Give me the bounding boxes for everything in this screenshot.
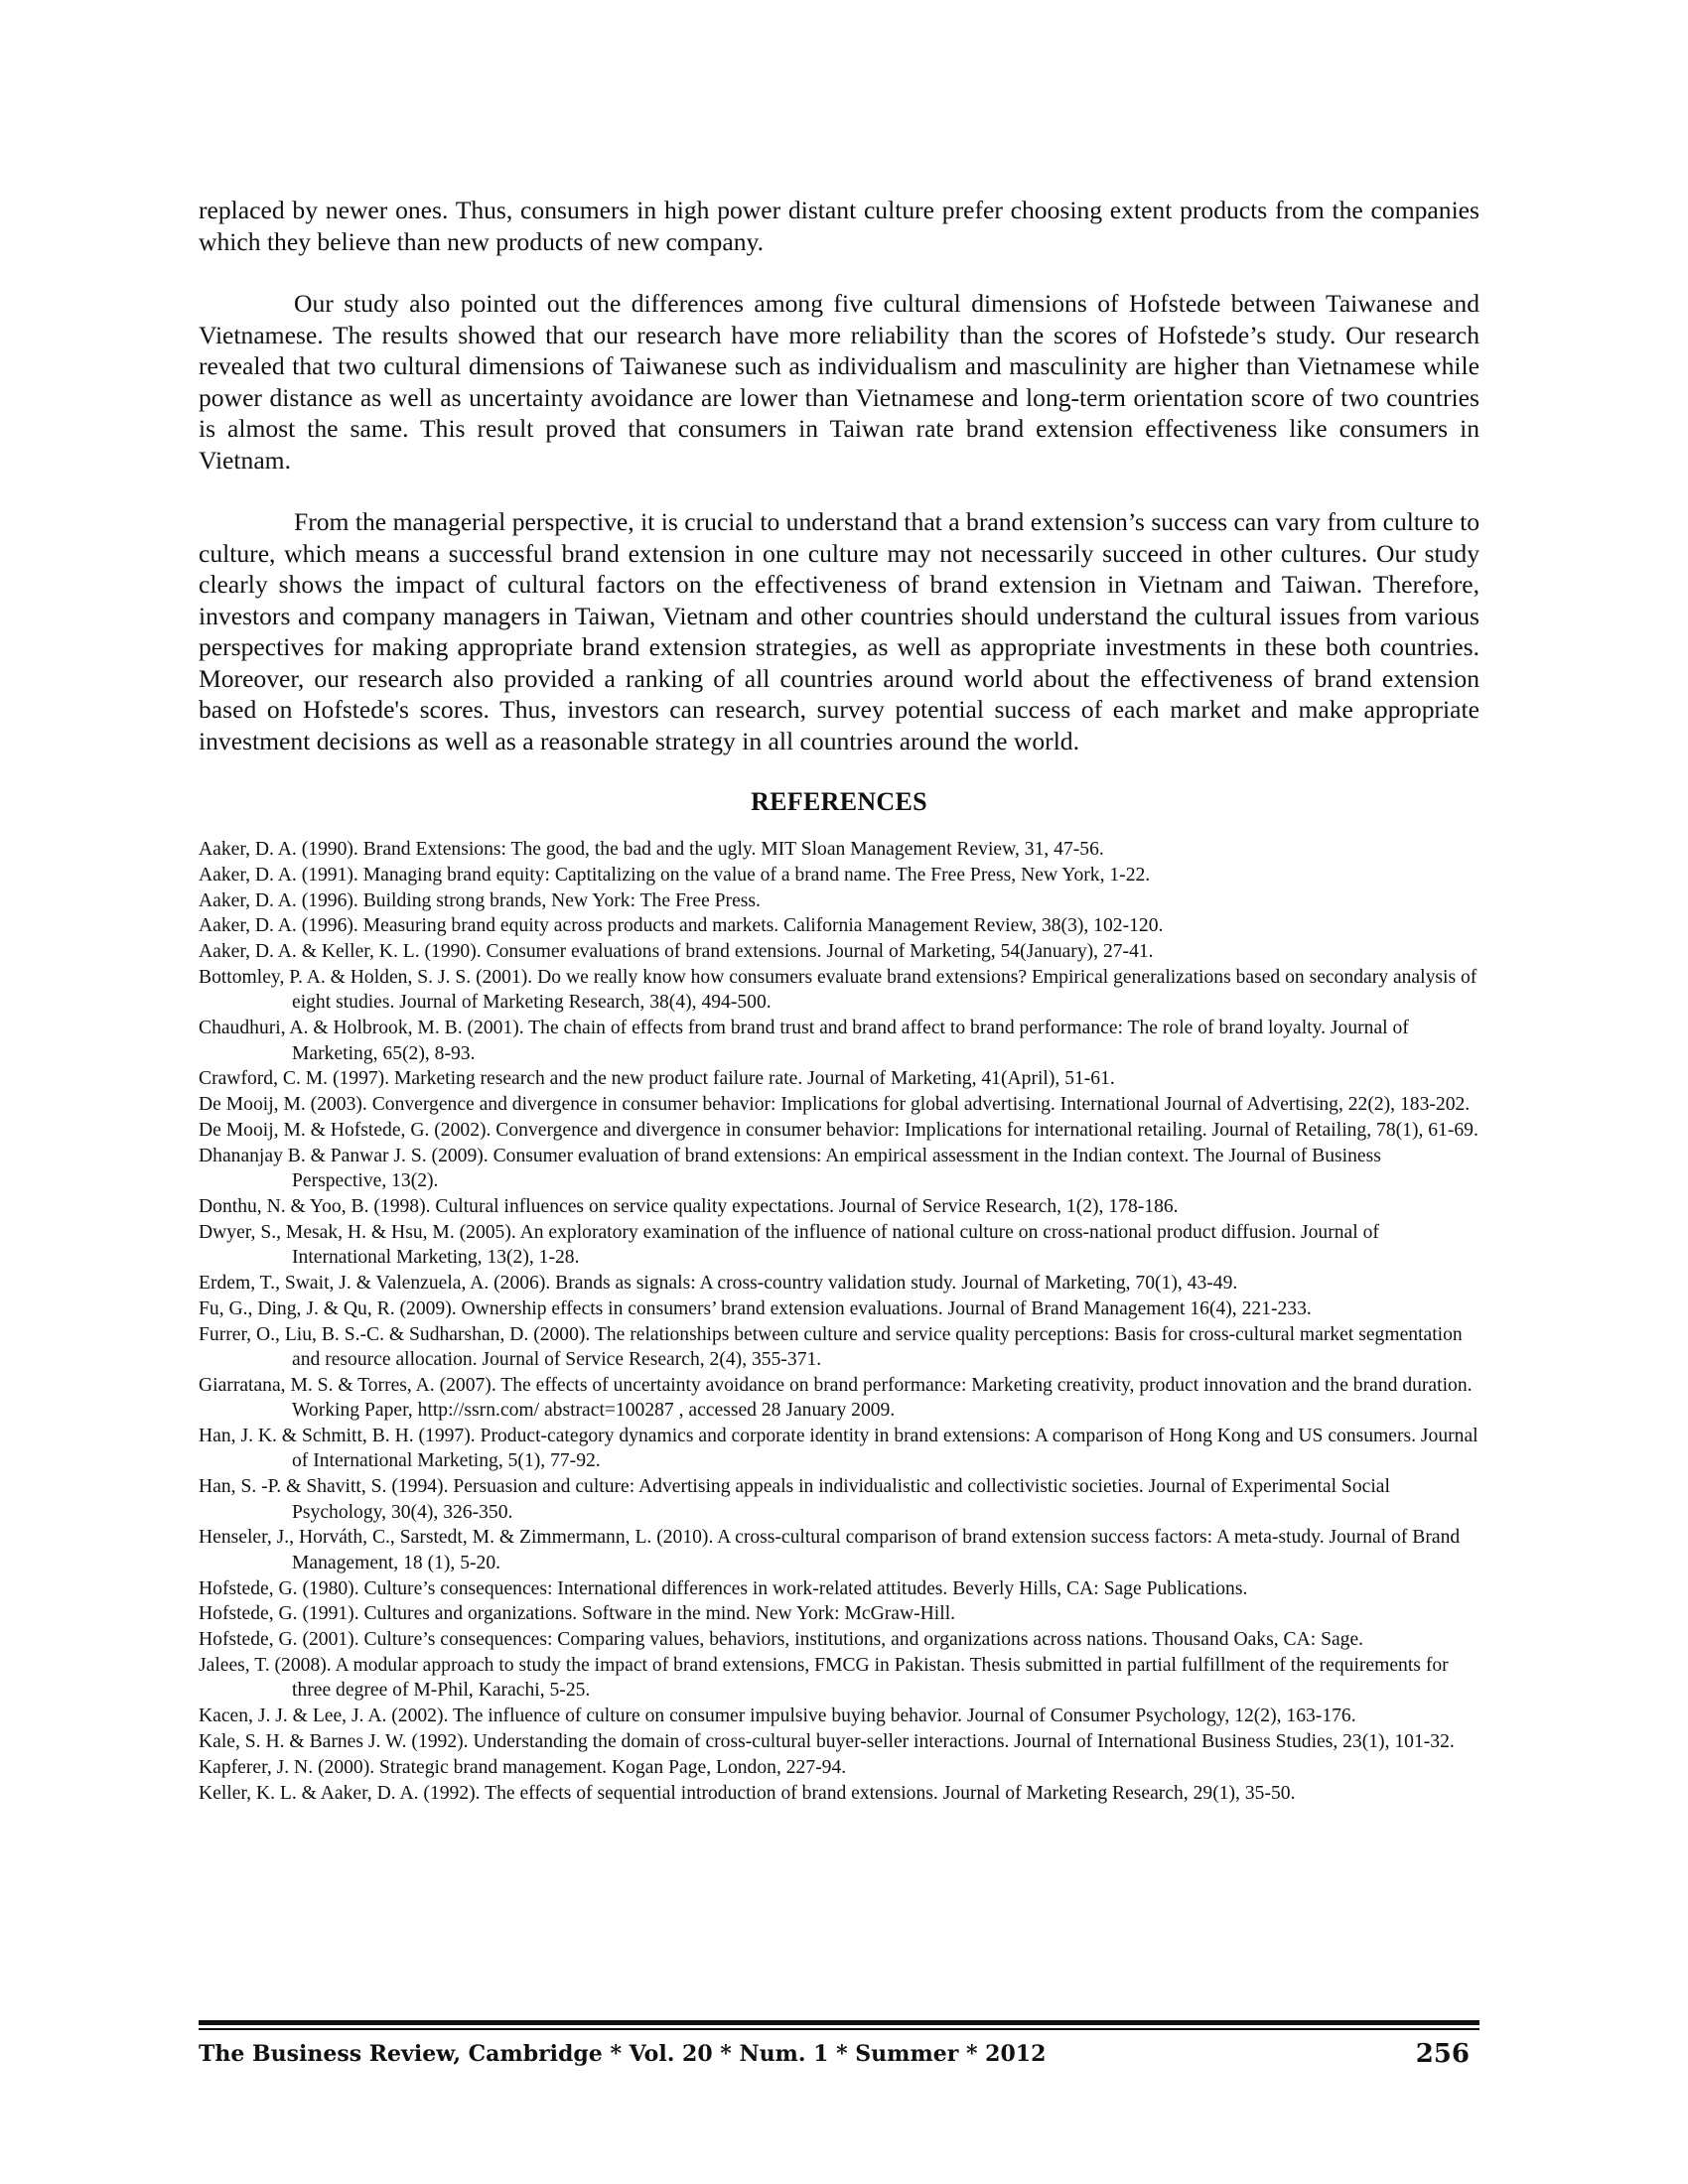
reference-item: Han, J. K. & Schmitt, B. H. (1997). Product-category dynamics and corporate identity in brand extensions: A comparison of Hong Kong and US consumers. Journal of International Marketing, 5(1), 77-92. [199, 1425, 1478, 1472]
reference-item: Bottomley, P. A. & Holden, S. J. S. (2001). Do we really know how consumers evaluate brand extensions? Empirical generalizations based on secondary analysis of eight studies. Journal of Marketing Research, 38(4), 494-500. [199, 966, 1477, 1014]
references-heading: REFERENCES [751, 787, 927, 816]
reference-item: Aaker, D. A. & Keller, K. L. (1990). Consumer evaluations of brand extensions. Journal of Marketing, 54(January), 27-41. [199, 941, 1154, 963]
reference-item: Fu, G., Ding, J. & Qu, R. (2009). Ownership effects in consumers’ brand extension evaluations. Journal of Brand Management 16(4), 221-233. [199, 1297, 1312, 1319]
reference-item: Keller, K. L. & Aaker, D. A. (1992). The effects of sequential introduction of brand extensions. Journal of Marketing Research, 29(1), 35-50. [199, 1782, 1296, 1804]
reference-item: Jalees, T. (2008). A modular approach to study the impact of brand extensions, FMCG in Pakistan. Thesis submitted in partial fulfillment of the requirements for three degree of M-Phil, Karachi, 5-25. [199, 1654, 1449, 1702]
page-footer [199, 2041, 1479, 2081]
reference-item: De Mooij, M. & Hofstede, G. (2002). Convergence and divergence in consumer behavior: Implications for international retailing. Journal of Retailing, 78(1), 61-69. [199, 1119, 1478, 1141]
reference-item: Aaker, D. A. (1990). Brand Extensions: The good, the bad and the ugly. MIT Sloan Management Review, 31, 47-56. [199, 839, 1104, 860]
article-page [199, 195, 1479, 1806]
reference-item: Aaker, D. A. (1996). Building strong brands, New York: The Free Press. [199, 889, 761, 911]
reference-item: De Mooij, M. (2003). Convergence and divergence in consumer behavior: Implications for global advertising. International Journal of Advertising, 22(2), 183-202. [199, 1094, 1471, 1116]
reference-item: Crawford, C. M. (1997). Marketing research and the new product failure rate. Journal of Marketing, 41(April), 51-61. [199, 1068, 1115, 1090]
reference-item: Aaker, D. A. (1991). Managing brand equity: Captitalizing on the value of a brand name. The Free Press, New York, 1-22. [199, 864, 1151, 886]
reference-item: Dhananjay B. & Panwar J. S. (2009). Consumer evaluation of brand extensions: An empirical assessment in the Indian context. The Journal of Business Perspective, 13(2). [199, 1145, 1381, 1192]
body-paragraph: replaced by newer ones. Thus, consumers in high power distant culture prefer choosing extent products from the companies which they believe than new products of new company. [199, 196, 1479, 256]
reference-item: Furrer, O., Liu, B. S.-C. & Sudharshan, D. (2000). The relationships between culture and service quality perceptions: Basis for cross-cultural market segmentation and resource allocation. Journal of Service Research, 2(4), 355-371. [199, 1323, 1463, 1370]
reference-item: Donthu, N. & Yoo, B. (1998). Cultural influences on service quality expectations. Journal of Service Research, 1(2), 178-186. [199, 1195, 1179, 1217]
reference-item: Erdem, T., Swait, J. & Valenzuela, A. (2006). Brands as signals: A cross-country validation study. Journal of Marketing, 70(1), 43-49. [199, 1272, 1238, 1294]
reference-item: Han, S. -P. & Shavitt, S. (1994). Persuasion and culture: Advertising appeals in individualistic and collectivistic societies. Journal of Experimental Social Psychology, 30(4), 326-350. [199, 1476, 1390, 1523]
reference-item: Aaker, D. A. (1996). Measuring brand equity across products and markets. California Management Review, 38(3), 102-120. [199, 915, 1164, 937]
reference-item: Henseler, J., Horváth, C., Sarstedt, M. & Zimmermann, L. (2010). A cross-cultural comparison of brand extension success factors: A meta-study. Journal of Brand Management, 18 (1), 5-20. [199, 1527, 1461, 1573]
reference-item: Kale, S. H. & Barnes J. W. (1992). Understanding the domain of cross-cultural buyer-seller interactions. Journal of International Business Studies, 23(1), 101-32. [199, 1730, 1455, 1752]
reference-item: Hofstede, G. (1980). Culture’s consequences: International differences in work-related attitudes. Beverly Hills, CA: Sage Publications. [199, 1577, 1248, 1599]
page-number: 256 [1415, 2039, 1470, 2069]
footer-rule [199, 2020, 1479, 2025]
reference-item: Hofstede, G. (2001). Culture’s consequences: Comparing values, behaviors, institutions, and organizations across nations. Thousand Oaks, CA: Sage. [199, 1629, 1364, 1651]
reference-list [199, 837, 1479, 1806]
reference-item: Kacen, J. J. & Lee, J. A. (2002). The influence of culture on consumer impulsive buying behavior. Journal of Consumer Psychology, 12(2), 163-176. [199, 1706, 1356, 1727]
reference-item: Giarratana, M. S. & Torres, A. (2007). The effects of uncertainty avoidance on brand performance: Marketing creativity, product innovation and the brand duration. Working Paper, http://ssrn.com/ abstract=100287 , accessed 28 January 2009. [199, 1374, 1473, 1422]
footer-rule [199, 2028, 1479, 2030]
reference-item: Chaudhuri, A. & Holbrook, M. B. (2001). The chain of effects from brand trust and brand affect to brand performance: The role of brand loyalty. Journal of Marketing, 65(2), 8-93. [199, 1018, 1409, 1064]
footer-journal-title: The Business Review, Cambridge * Vol. 20 * Num. 1 * Summer * 2012 [199, 2041, 1047, 2067]
body-paragraph: Our study also pointed out the differences among five cultural dimensions of Hofstede between Taiwanese and Vietnamese. The results showed that our research have more reliability than the scores of Hofstede’s study. Our research revealed that two cultural dimensions of Taiwanese such as individualism and masculinity are higher than Vietnamese while power distance as well as uncertainty avoidance are lower than Vietnamese and long-term orientation score of two countries is almost the same. This result proved that consumers in Taiwan rate brand extension effectiveness like consumers in Vietnam. [199, 289, 1479, 475]
reference-item: Dwyer, S., Mesak, H. & Hsu, M. (2005). An exploratory examination of the influence of national culture on cross-national product diffusion. Journal of International Marketing, 13(2), 1-28. [199, 1221, 1379, 1269]
body-paragraph: From the managerial perspective, it is crucial to understand that a brand extension’s success can vary from culture to culture, which means a successful brand extension in one culture may not necessarily succeed in other cultures. Our study clearly shows the impact of cultural factors on the effectiveness of brand extension in Vietnam and Taiwan. Therefore, investors and company managers in Taiwan, Vietnam and other countries should understand the cultural issues from various perspectives for making appropriate brand extension strategies, as well as appropriate investments in these both countries. Moreover, our research also provided a ranking of all countries around world about the effectiveness of brand extension based on Hofstede's scores. Thus, investors can research, survey potential success of each market and make appropriate investment decisions as well as a reasonable strategy in all countries around the world. [199, 507, 1479, 755]
reference-item: Kapferer, J. N. (2000). Strategic brand management. Kogan Page, London, 227-94. [199, 1756, 847, 1778]
reference-item: Hofstede, G. (1991). Cultures and organizations. Software in the mind. New York: McGraw-Hill. [199, 1603, 956, 1625]
